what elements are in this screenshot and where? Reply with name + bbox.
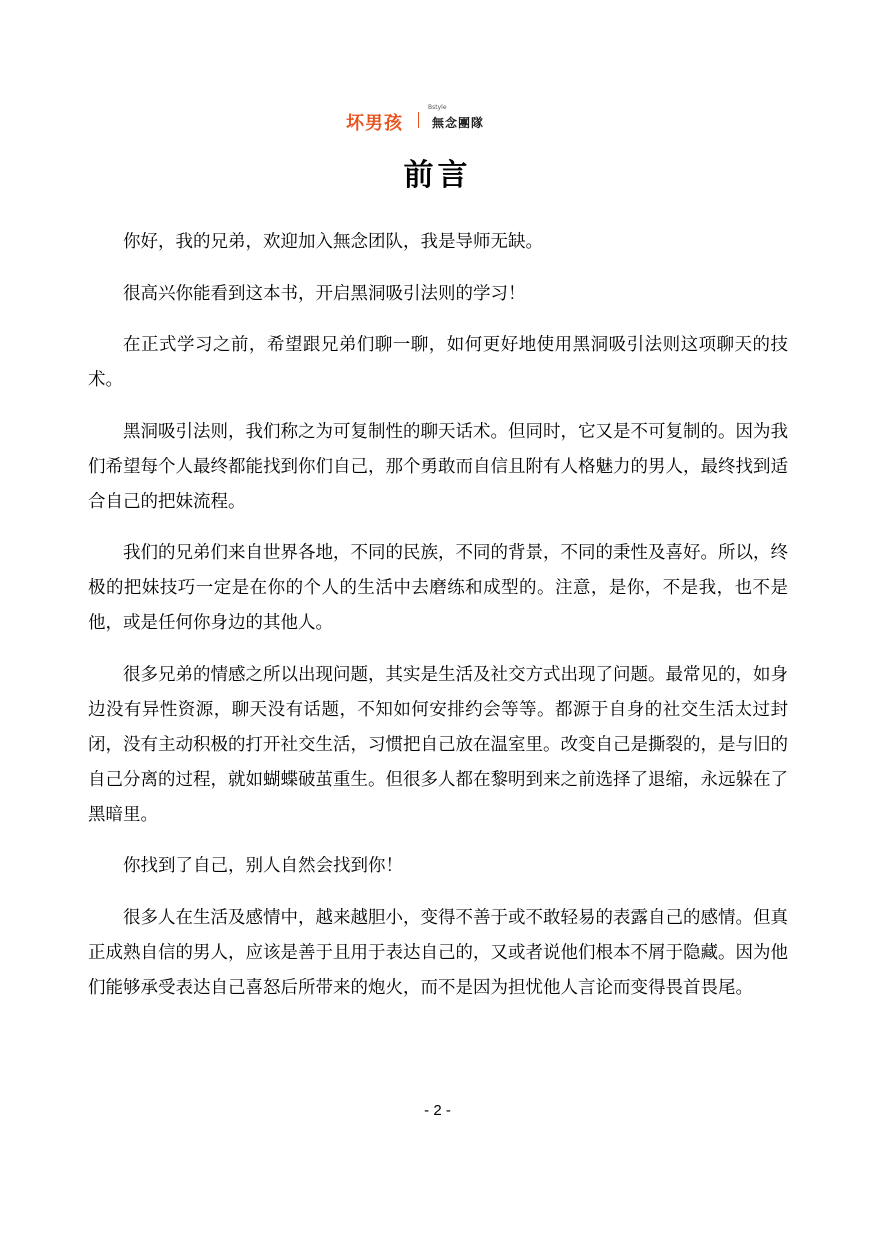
logo-small-text: Bstyle: [428, 104, 447, 111]
body-text: [88, 225, 788, 1022]
logo-team-text: 無念團隊: [432, 116, 485, 130]
paragraph: 很多兄弟的情感之所以出现问题，其实是生活及社交方式出现了问题。最常见的，如身边没有异性资源，聊天没有话题，不知如何安排约会等等。都源于自身的社交生活太过封闭，没有主动积极的打开社交生活，习惯把自己放在温室里。改变自己是撕裂的，是与旧的自己分离的过程，就如蝴蝶破茧重生。但很多人都在黎明到来之前选择了退缩，永远躲在了黑暗里。: [88, 664, 788, 825]
paragraph: 黑洞吸引法则，我们称之为可复制性的聊天话术。但同时，它又是不可复制的。因为我们希望每个人最终都能找到你们自己，那个勇敢而自信且附有人格魅力的男人，最终找到适合自己的把妹流程。: [88, 421, 788, 512]
paragraph: 很高兴你能看到这本书，开启黑洞吸引法则的学习！: [123, 283, 526, 304]
page-title: 前言: [403, 158, 472, 193]
logo-divider: [418, 112, 419, 128]
paragraph: 你找到了自己，别人自然会找到你！: [123, 856, 403, 876]
paragraph: 你好，我的兄弟，欢迎加入無念团队，我是导师无缺。: [123, 232, 543, 252]
paragraph: 很多人在生活及感情中，越来越胆小，变得不善于或不敢轻易的表露自己的感情。但真正成熟自信的男人，应该是善于且用于表达自己的，又或者说他们根本不屑于隐藏。因为他们能够承受表达自己喜怒后所带来的炮火，而不是因为担忧他人言论而变得畏首畏尾。: [88, 907, 788, 998]
paragraph: 在正式学习之前，希望跟兄弟们聊一聊，如何更好地使用黑洞吸引法则这项聊天的技术。: [88, 335, 788, 390]
page-number: - 2 -: [424, 1102, 451, 1119]
paragraph: 我们的兄弟们来自世界各地，不同的民族，不同的背景，不同的秉性及喜好。所以，终极的把妹技巧一定是在你的个人的生活中去磨练和成型的。注意，是你，不是我，也不是他，或是任何你身边的其他人。: [88, 543, 788, 633]
logo-main-text: 坏男孩: [346, 113, 403, 134]
brand-logo: [346, 104, 546, 134]
